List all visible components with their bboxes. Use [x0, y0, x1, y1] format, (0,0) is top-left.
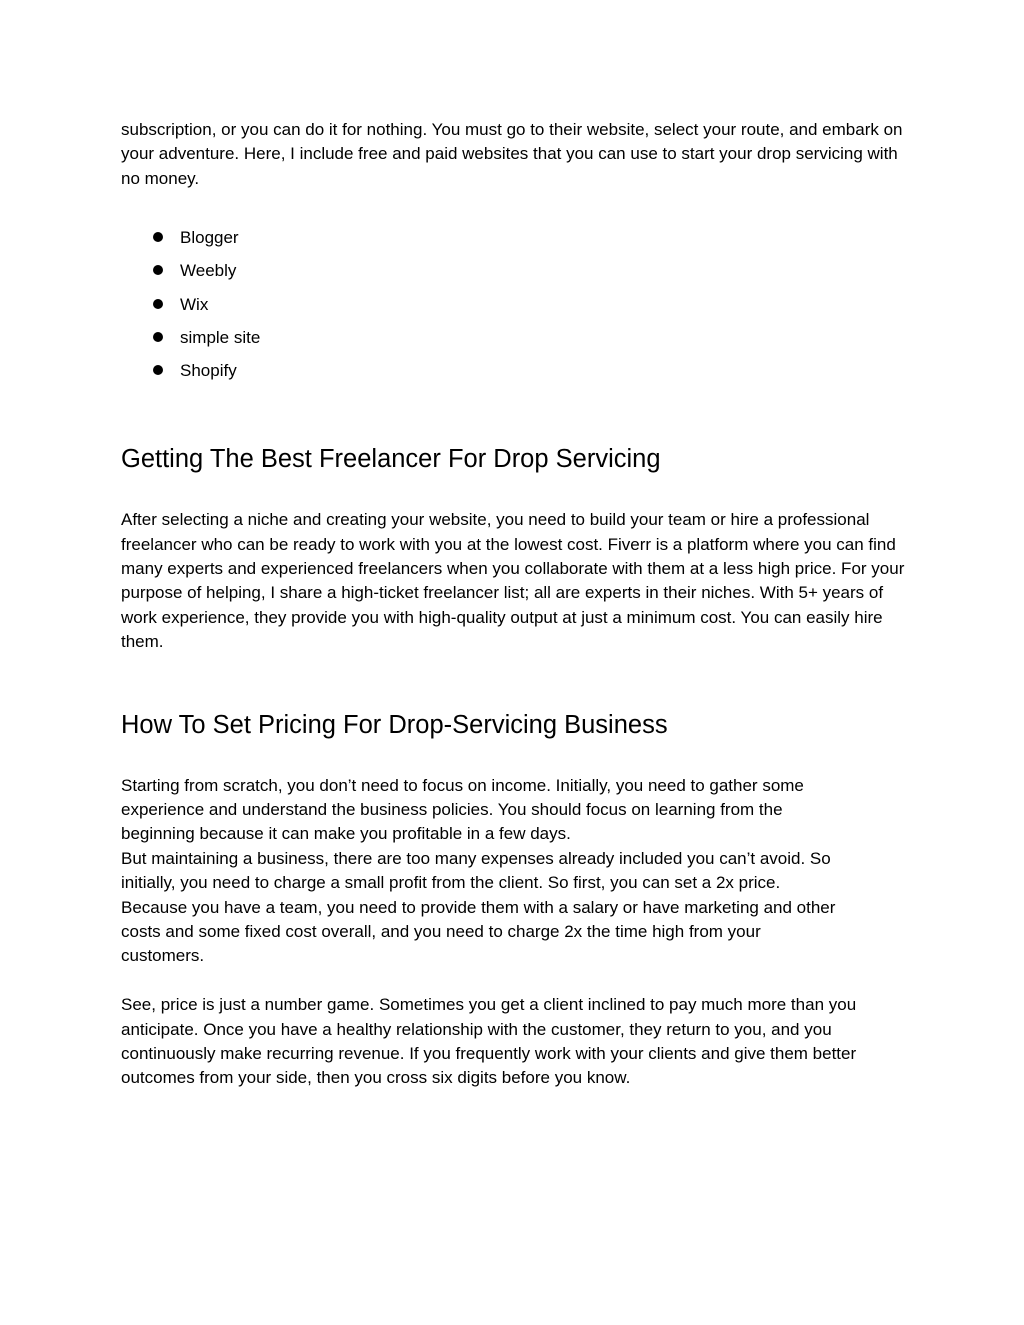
pricing-paragraph-1: [121, 774, 911, 969]
bullet-icon: [153, 265, 163, 275]
platform-list: [121, 221, 911, 387]
pricing-line: Because you have a team, you need to provide them with a salary or have marketing and other: [121, 897, 836, 917]
list-item: [121, 221, 911, 254]
list-item: [121, 354, 911, 387]
freelancer-paragraph: After selecting a niche and creating your website, you need to build your team or hire a professional freelancer who can be ready to work with you at the lowest cost. Fiverr is a platform where you can find many experts and experienced freelancers when you collaborate with them at a less high price. For your purpose of helping, I share a high-ticket freelancer list; all are experts in their niches. With 5+ years of work experience, they provide you with high-quality output at just a minimum cost. You can easily hire them.: [121, 510, 905, 652]
pricing-line: But maintaining a business, there are too many expenses already included you can’t avoid. So: [121, 848, 831, 868]
pricing-paragraph-2: See, price is just a number game. Sometimes you get a client inclined to pay much more than you anticipate. Once you have a healthy relationship with the customer, they return to you, and you continuously make recurring revenue. If you frequently work with your clients and give them better outcomes from your side, then you cross six digits before you know.: [121, 995, 857, 1088]
list-item-label: Wix: [180, 294, 209, 314]
list-item: [121, 321, 911, 354]
pricing-line: Starting from scratch, you don’t need to focus on income. Initially, you need to gather some: [121, 775, 804, 795]
bullet-icon: [153, 232, 163, 242]
pricing-line: initially, you need to charge a small profit from the client. So first, you can set a 2x price.: [121, 873, 781, 893]
pricing-line: experience and understand the business policies. You should focus on learning from the: [121, 800, 783, 819]
pricing-line: customers.: [121, 946, 205, 966]
list-item-label: Blogger: [180, 228, 239, 248]
bullet-icon: [153, 332, 163, 342]
section-heading-freelancer: Getting The Best Freelancer For Drop Servicing: [121, 445, 661, 474]
bullet-icon: [153, 299, 163, 309]
pricing-line: costs and some fixed cost overall, and you need to charge 2x the time high from your: [121, 922, 761, 942]
bullet-icon: [153, 365, 163, 375]
intro-paragraph: subscription, or you can do it for nothing. You must go to their website, select your route, and embark on your adventure. Here, I include free and paid websites that you can use to start your drop servicing with no money.: [121, 120, 903, 188]
list-item: [121, 254, 911, 287]
document-page: [121, 118, 911, 1091]
pricing-line: beginning because it can make you profitable in a few days.: [121, 824, 571, 844]
list-item-label: Weebly: [180, 261, 237, 281]
section-heading-pricing: How To Set Pricing For Drop-Servicing Business: [121, 710, 668, 739]
list-item-label: Shopify: [180, 360, 237, 380]
list-item-label: simple site: [180, 327, 261, 347]
list-item: [121, 288, 911, 321]
